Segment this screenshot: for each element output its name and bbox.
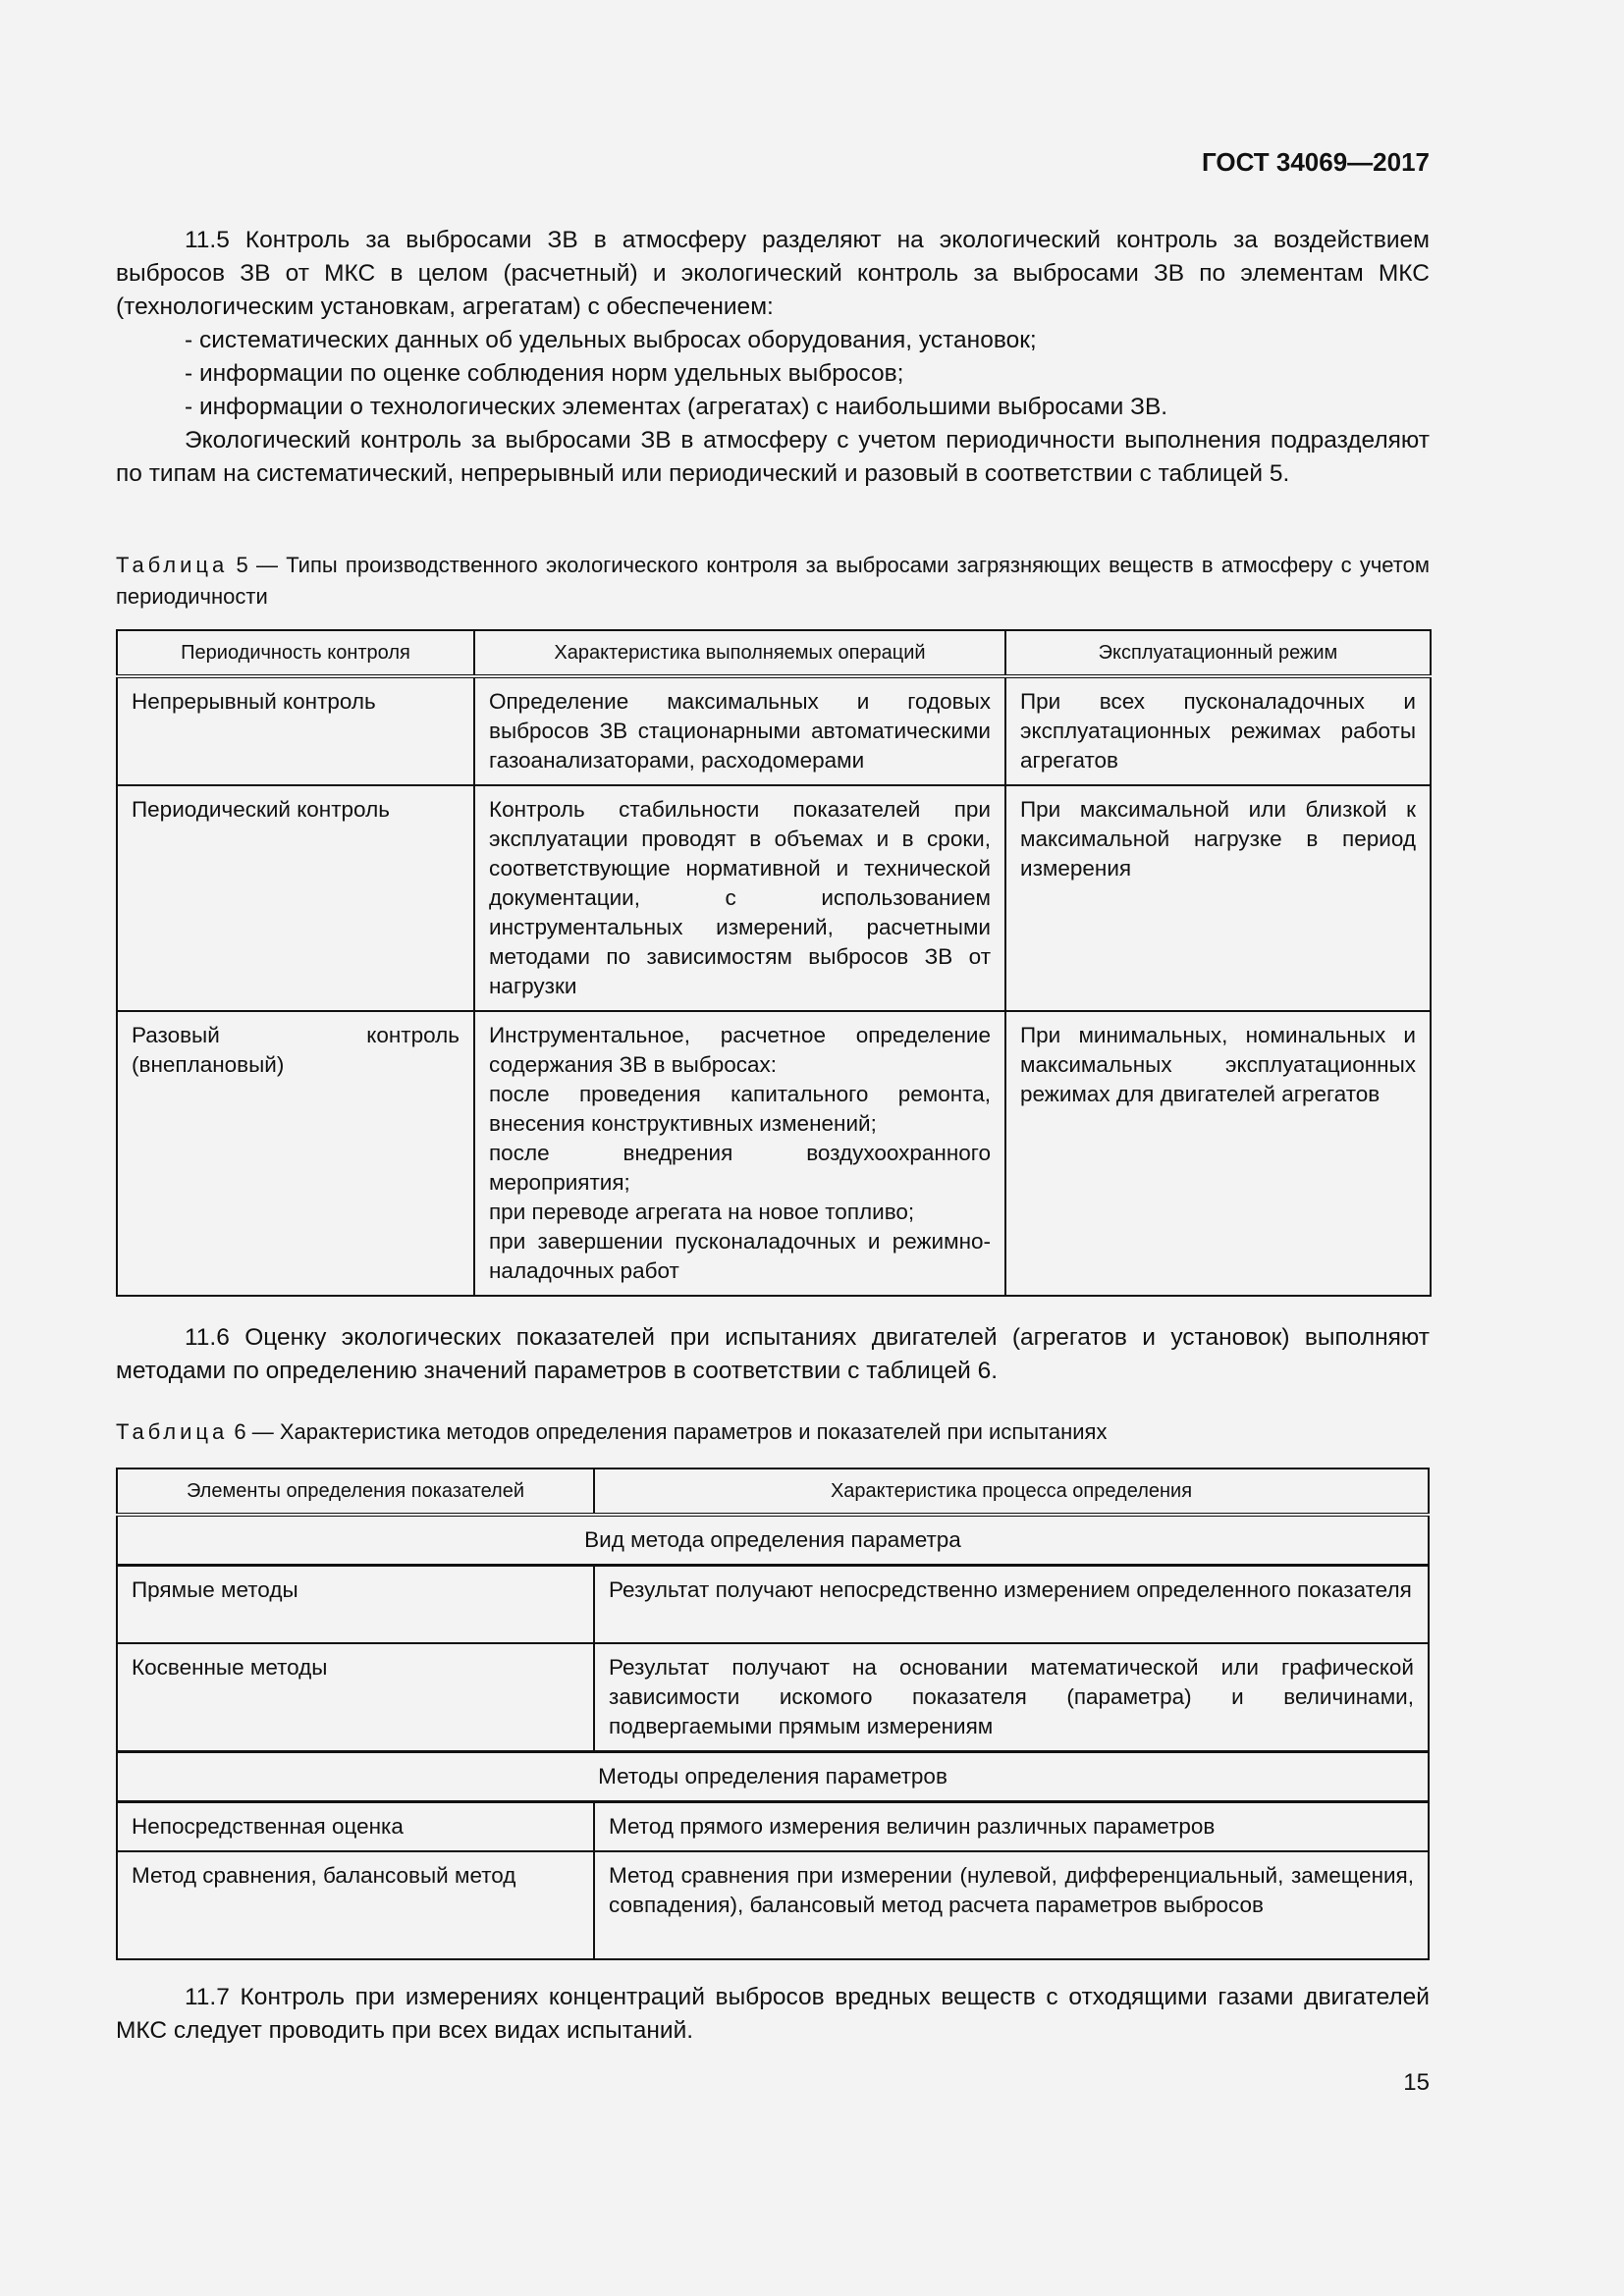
paragraph-11-7: 11.7 Контроль при измерениях концентраций выбросов вредных веществ с отходящими газами двигателей МКС следует проводить при всех видах испытаний. — [116, 1984, 1430, 2044]
table-cell: Определение максимальных и годовых выбросов ЗВ стационарными автоматическими газоанализаторами, расходомерами — [474, 676, 1005, 785]
table-cell: Результат получают на основании математической или графической зависимости искомого показателя (параметра) и величинами, подвергаемыми прямым измерениям — [594, 1643, 1429, 1752]
table-row — [117, 1566, 1429, 1643]
table-cell: Непосредственная оценка — [117, 1801, 594, 1851]
cell-line: при завершении пусконаладочных и режимно-наладочных работ — [489, 1229, 991, 1283]
document-standard-id: ГОСТ 34069—2017 — [1202, 147, 1430, 177]
table-group-heading: Вид метода определения параметра — [117, 1515, 1429, 1566]
table-5-caption — [116, 550, 1430, 613]
table-header-row — [117, 630, 1431, 676]
table-5 — [116, 629, 1432, 1297]
table-header-cell: Элементы определения показателей — [117, 1468, 594, 1515]
table-header-cell: Периодичность контроля — [117, 630, 474, 676]
table-cell: При всех пусконаладочных и эксплуатационных режимах работы агрегатов — [1005, 676, 1431, 785]
table-header-cell: Характеристика выполняемых операций — [474, 630, 1005, 676]
section-11-5 — [116, 224, 1430, 491]
cell-line: Инструментальное, расчетное определение содержания ЗВ в выбросах: — [489, 1023, 991, 1077]
table-row — [117, 785, 1431, 1011]
table-cell: Метод сравнения, балансовый метод — [117, 1851, 594, 1959]
table-cell: При максимальной или близкой к максимальной нагрузке в период измерения — [1005, 785, 1431, 1011]
table-cell: При минимальных, номинальных и максимальных эксплуатационных режимах для двигателей агрегатов — [1005, 1011, 1431, 1296]
table-cell: Периодический контроль — [117, 785, 474, 1011]
table-6 — [116, 1468, 1430, 1960]
table-row — [117, 676, 1431, 785]
table-label: Таблица — [116, 1419, 229, 1444]
table-header-row — [117, 1468, 1429, 1515]
paragraph-11-6: 11.6 Оценку экологических показателей при испытаниях двигателей (агрегатов и установок) выполняют методами по определению значений параметров в соответствии с таблицей 6. — [116, 1324, 1430, 1384]
cell-line: после проведения капитального ремонта, внесения конструктивных изменений; — [489, 1082, 991, 1136]
table-cell: Метод прямого измерения величин различных параметров — [594, 1801, 1429, 1851]
cell-line: после внедрения воздухоохранного мероприятия; — [489, 1141, 991, 1195]
table-cell: Результат получают непосредственно измерением определенного показателя — [594, 1566, 1429, 1643]
table-header-cell: Эксплуатационный режим — [1005, 630, 1431, 676]
paragraph-periodicity: Экологический контроль за выбросами ЗВ в атмосферу с учетом периодичности выполнения подразделяют по типам на систематический, непрерывный или периодический и разовый в соответствии с таблицей 5. — [116, 427, 1430, 487]
table-6-title: 6 — Характеристика методов определения параметров и показателей при испытаниях — [228, 1419, 1108, 1444]
table-cell: Контроль стабильности показателей при эксплуатации проводят в объемах и в сроки, соответствующие нормативной и технической документации, с использованием инструментальных измерений, расчетными методами по зависимостям выбросов ЗВ от нагрузки — [474, 785, 1005, 1011]
table-label: Таблица — [116, 553, 229, 577]
table-group-row — [117, 1751, 1429, 1801]
cell-line: при переводе агрегата на новое топливо; — [489, 1200, 915, 1224]
table-cell: Метод сравнения при измерении (нулевой, дифференциальный, замещения, совпадения), балансовый метод расчета параметров выбросов — [594, 1851, 1429, 1959]
table-header-cell: Характеристика процесса определения — [594, 1468, 1429, 1515]
table-cell — [474, 1011, 1005, 1296]
section-11-6 — [116, 1321, 1430, 1388]
paragraph-11-5: 11.5 Контроль за выбросами ЗВ в атмосферу разделяют на экологический контроль за воздействием выбросов ЗВ от МКС в целом (расчетный) и экологический контроль за выбросами ЗВ по элементам МКС (технологическим установкам, агрегатам) с обеспечением: — [116, 227, 1430, 320]
table-row — [117, 1643, 1429, 1752]
list-item: - информации о технологических элементах (агрегатах) с наибольшими выбросами ЗВ. — [185, 394, 1168, 420]
table-cell: Непрерывный контроль — [117, 676, 474, 785]
section-11-7 — [116, 1981, 1430, 2048]
list-item: - систематических данных об удельных выбросах оборудования, установок; — [185, 327, 1037, 353]
table-cell: Разовый контроль (внеплановый) — [117, 1011, 474, 1296]
table-row — [117, 1801, 1429, 1851]
table-row — [117, 1851, 1429, 1959]
table-row — [117, 1011, 1431, 1296]
table-cell: Косвенные методы — [117, 1643, 594, 1752]
table-6-caption — [116, 1416, 1430, 1448]
list-item: - информации по оценке соблюдения норм удельных выбросов; — [185, 360, 904, 387]
page-number: 15 — [1403, 2069, 1430, 2096]
table-5-title: 5 — Типы производственного экологического контроля за выбросами загрязняющих веществ в атмосферу с учетом периодичности — [116, 553, 1430, 609]
table-cell: Прямые методы — [117, 1566, 594, 1643]
table-group-heading: Методы определения параметров — [117, 1751, 1429, 1801]
table-group-row — [117, 1515, 1429, 1566]
